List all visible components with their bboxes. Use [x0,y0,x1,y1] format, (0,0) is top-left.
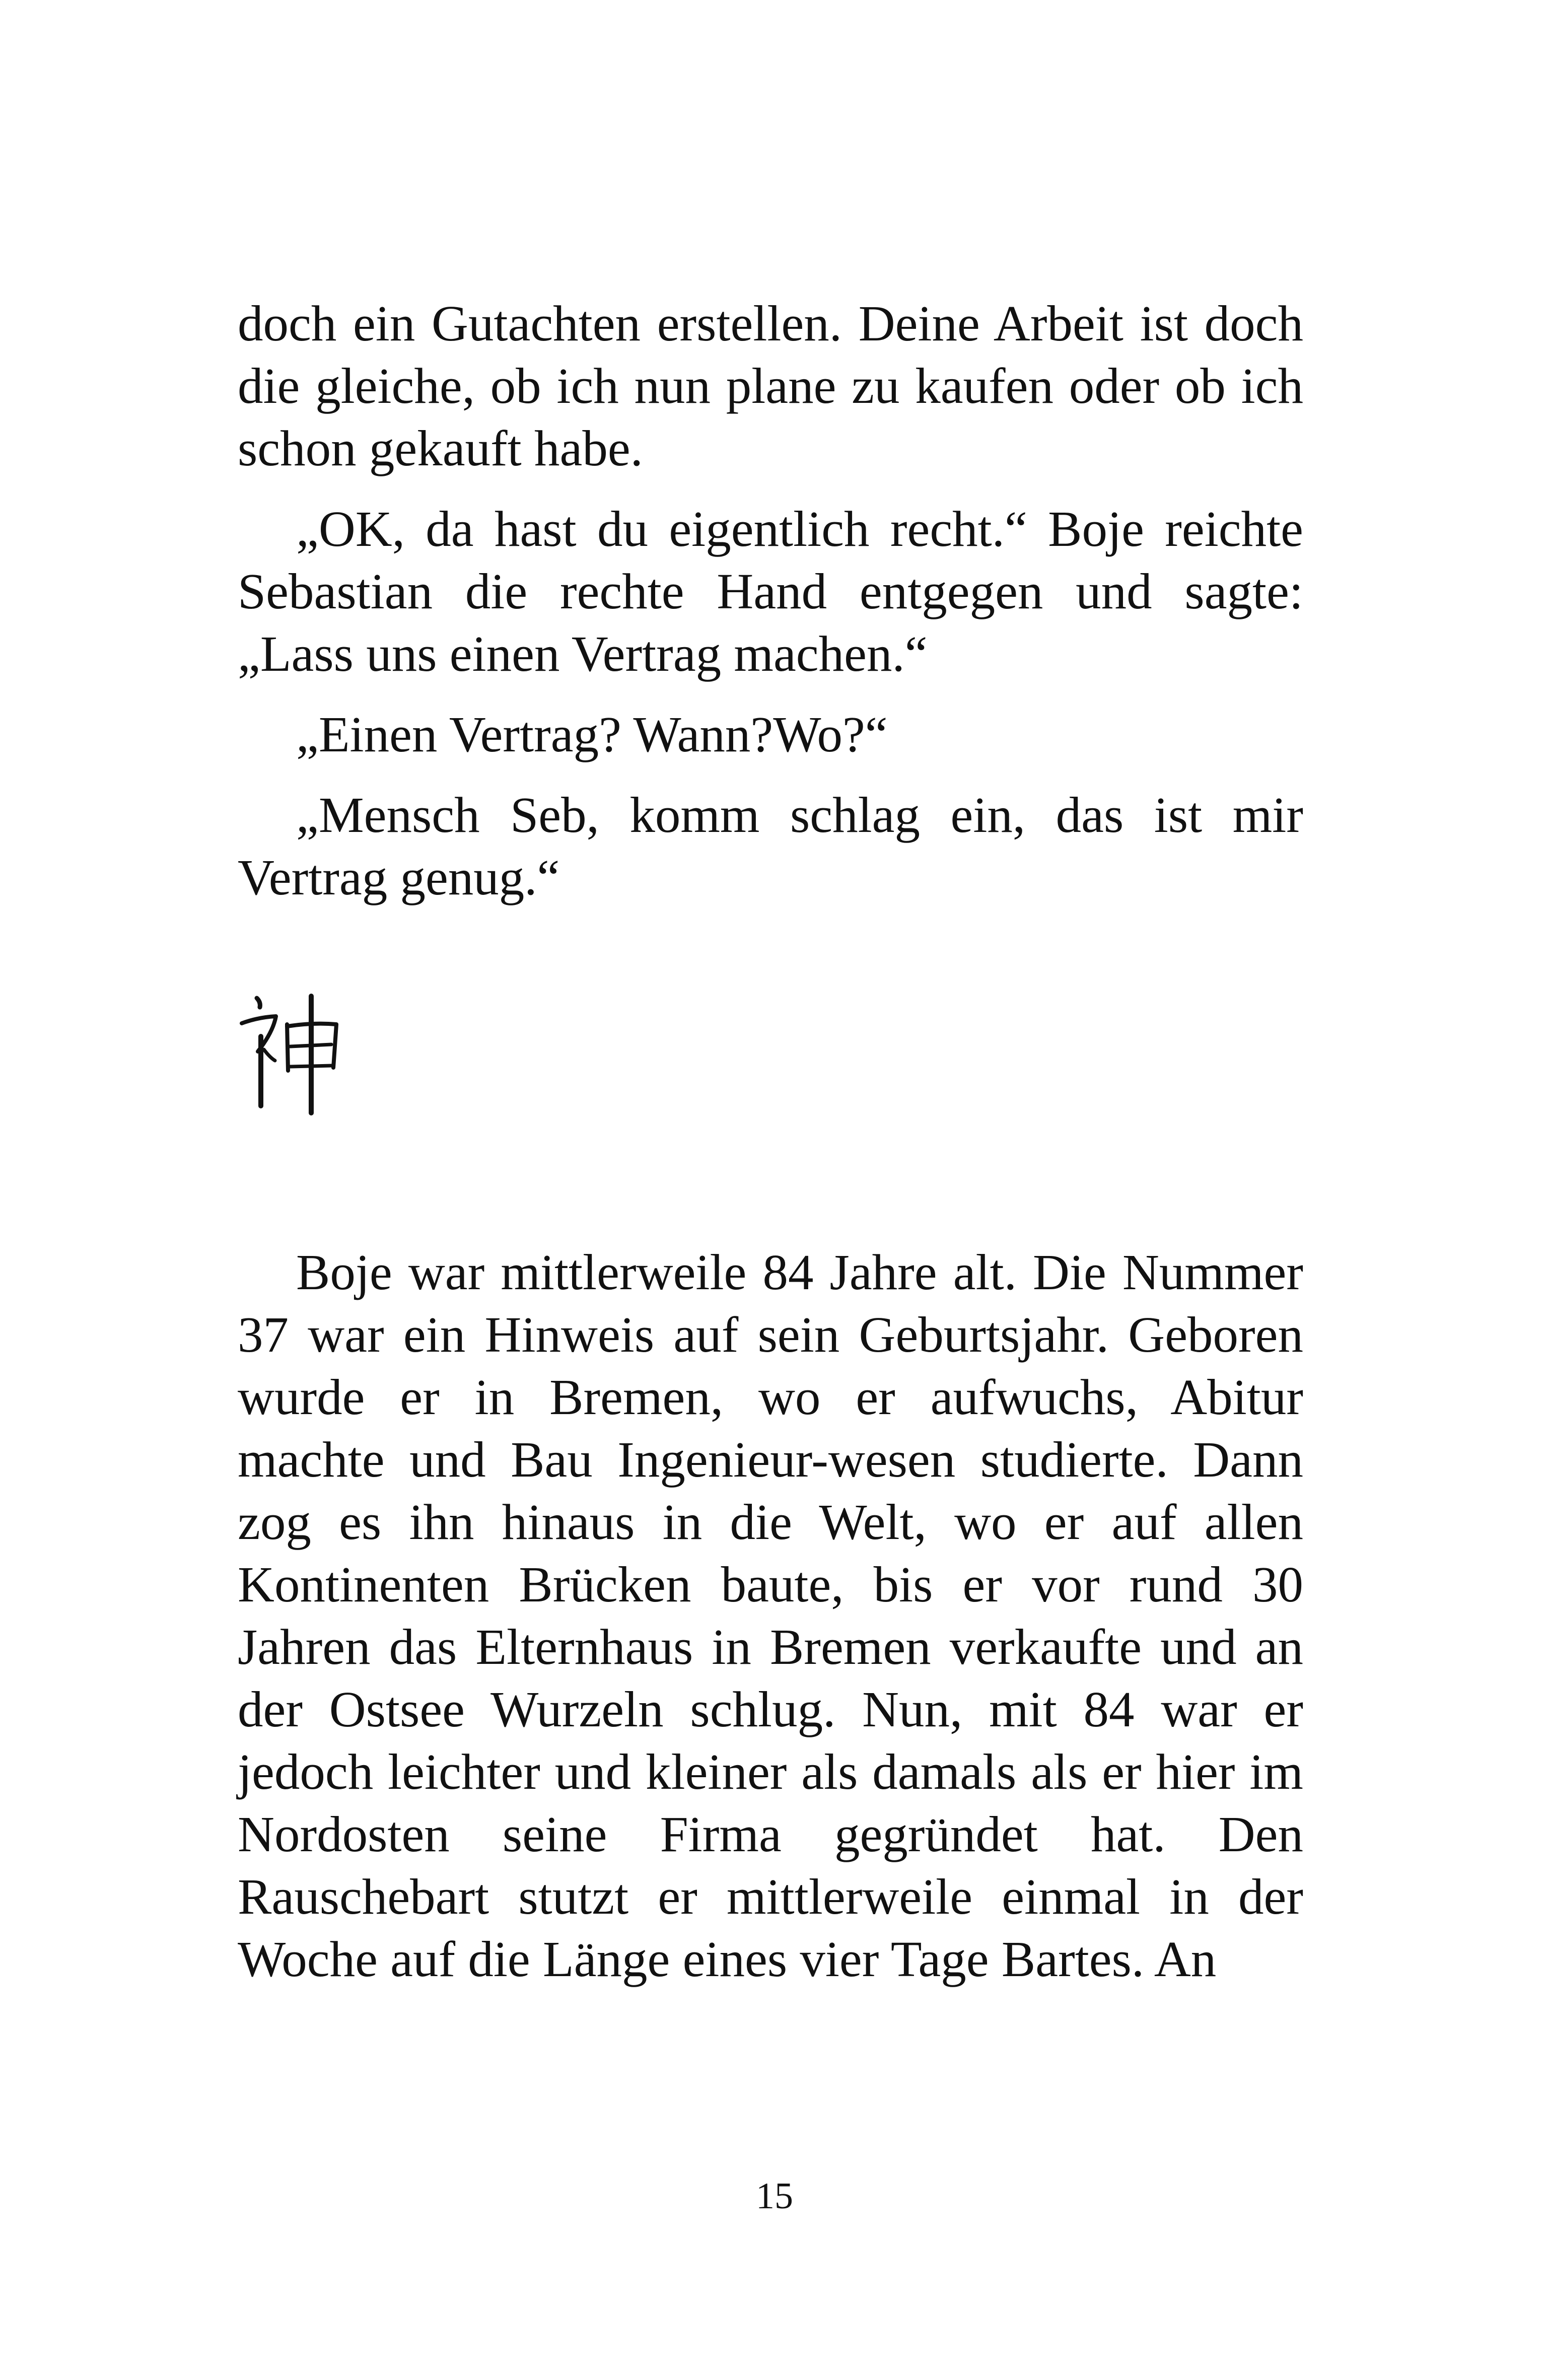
paragraph-continuation: doch ein Gutachten erstellen. Deine Arbeit ist doch die gleiche, ob ich nun plane zu kaufen oder ob ich schon gekauft habe. [238,295,1303,476]
top-text-section [238,292,1303,908]
paragraph-dialogue: „Einen Vertrag? Wann?Wo?“ [296,706,888,762]
kanji-shen-icon [238,987,348,1118]
paragraph-dialogue: „Mensch Seb, komm schlag ein, das ist mir Vertrag genug.“ [238,787,1303,905]
section-break-kanji-glyph [238,987,348,1118]
paragraph-narrative: Boje war mittlerweile 84 Jahre alt. Die Nummer 37 war ein Hinweis auf sein Geburtsjahr. Geboren wurde er in Bremen, wo er aufwuchs, Abitur machte und Bau Ingenieur-wesen studierte. Dann zog es ihn hinaus in die Welt, wo er auf allen Kontinenten Brücken baute, bis er vor rund 30 Jahren das Elternhaus in Bremen verkaufte und an der Ostsee Wurzeln schlug. Nun, mit 84 war er jedoch leichter und kleiner als damals als er hier im Nordosten seine Firma gegründet hat. Den Rauschebart stutzt er mittlerweile einmal in der Woche auf die Länge eines vier Tage Bartes. An [238,1244,1303,1987]
page-number: 15 [756,2176,793,2217]
paragraph-dialogue: „OK, da hast du eigentlich recht.“ Boje reichte Sebastian die rechte Hand entgegen und sagte: „Lass uns einen Vertrag machen.“ [238,501,1303,682]
bottom-text-section [238,1241,1303,1990]
